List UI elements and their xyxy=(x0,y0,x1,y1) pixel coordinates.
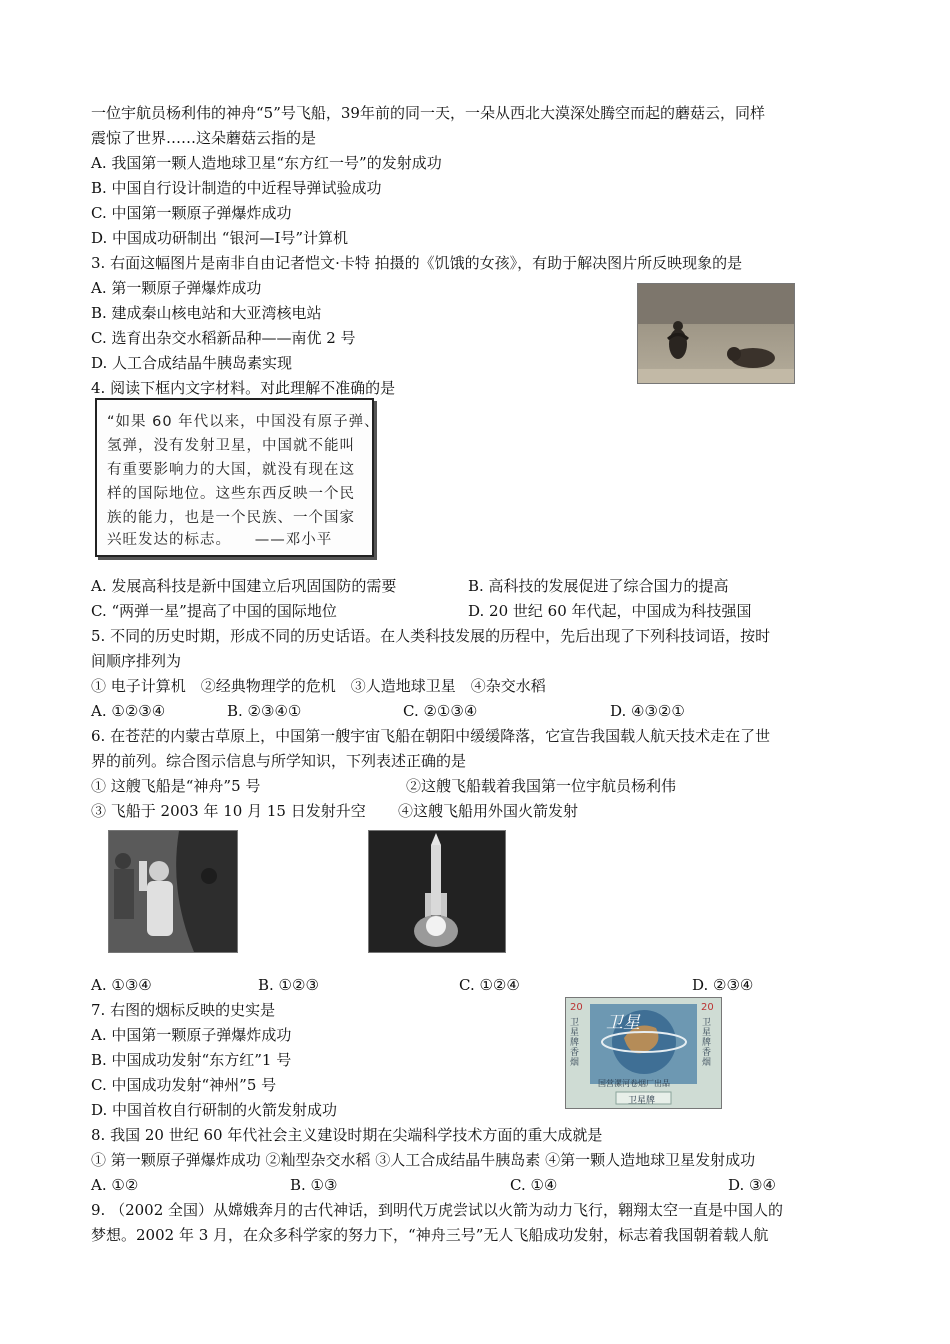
stamp-side-right: 卫星牌香烟 xyxy=(702,1018,712,1068)
option-a: A. 我国第一颗人造地球卫星“东方红一号”的发射成功 xyxy=(91,154,442,172)
stamp-label: 卫星牌 xyxy=(628,1096,656,1106)
option-b: B. ②③④① xyxy=(227,702,302,720)
stamp-side-left: 卫星牌香烟 xyxy=(570,1018,580,1068)
option-a: A. 发展高科技是新中国建立后巩固国防的需要 xyxy=(91,577,397,595)
option-d: D. ④③②① xyxy=(610,702,685,720)
option-a: A. 第一颗原子弹爆炸成功 xyxy=(91,279,262,297)
question-4: 4. 阅读下框内文字材料。对此理解不准确的是 xyxy=(91,379,396,397)
stamp-brand: 卫星 xyxy=(606,1013,640,1033)
stamp-maker: 国营漯河卷烟厂出品 xyxy=(598,1079,670,1088)
quote-line: 氢弹，没有发射卫星，中国就不能叫 xyxy=(107,438,355,454)
stamp-number-right: 20 xyxy=(701,1002,714,1013)
text-line: 震惊了世界……这朵蘑菇云指的是 xyxy=(91,129,317,147)
item-1: ① 这艘飞船是“神舟”5 号 xyxy=(91,777,261,795)
option-d: D. ③④ xyxy=(728,1176,776,1194)
option-b: B. 中国自行设计制造的中近程导弹试验成功 xyxy=(91,179,382,197)
option-c: C. 中国成功发射“神州”5 号 xyxy=(91,1076,277,1094)
items-line: ① 第一颗原子弹爆炸成功 ②籼型杂交水稻 ③人工合成结晶牛胰岛素 ④第一颗人造地球卫星发射成功 xyxy=(91,1151,756,1169)
starving-girl-photo xyxy=(637,283,795,384)
option-c: C. “两弹一星”提高了中国的国际地位 xyxy=(91,602,337,620)
option-b: B. 高科技的发展促进了综合国力的提高 xyxy=(468,577,729,595)
question-3: 3. 右面这幅图片是南非自由记者恺文·卡特 拍摄的《饥饿的女孩》，有助于解决图片所反映现象的是 xyxy=(91,254,743,272)
option-a: A. ①②③④ xyxy=(91,702,166,720)
option-c: C. ①②④ xyxy=(459,976,520,994)
option-d: D. 中国成功研制出 “银河—Ⅰ号”计算机 xyxy=(91,229,349,247)
item-4: ④这艘飞船用外国火箭发射 xyxy=(398,802,579,820)
option-c: C. ②①③④ xyxy=(403,702,478,720)
quote-line: 样的国际地位。这些东西反映一个民 xyxy=(107,486,355,502)
option-c: C. 中国第一颗原子弹爆炸成功 xyxy=(91,204,292,222)
stamp-number-left: 20 xyxy=(570,1002,583,1013)
option-b: B. 中国成功发射“东方红”1 号 xyxy=(91,1051,292,1069)
option-b: B. 建成秦山核电站和大亚湾核电站 xyxy=(91,304,322,322)
items-line: ① 电子计算机 ②经典物理学的危机 ③人造地球卫星 ④杂交水稻 xyxy=(91,677,546,695)
text-line: 间顺序排列为 xyxy=(91,652,182,670)
option-d: D. ②③④ xyxy=(692,976,754,994)
deng-xiaoping-quote-box xyxy=(95,398,380,557)
text-line: 梦想。2002 年 3 月，在众多科学家的努力下，“神舟三号”无人飞船成功发射，标志着我国朝着载人航 xyxy=(91,1226,769,1244)
question-9: 9. （2002 全国）从嫦娥奔月的古代神话，到明代万虎尝试以火箭为动力飞行，翱翔太空一直是中国人的 xyxy=(91,1201,784,1219)
question-8: 8. 我国 20 世纪 60 年代社会主义建设时期在尖端科学技术方面的重大成就是 xyxy=(91,1126,603,1144)
item-3: ③ 飞船于 2003 年 10 月 15 日发射升空 xyxy=(91,802,366,820)
option-d: D. 20 世纪 60 年代起，中国成为科技强国 xyxy=(468,602,752,620)
question-5: 5. 不同的历史时期，形成不同的历史话语。在人类科技发展的历程中，先后出现了下列科技词语，按时 xyxy=(91,627,771,645)
rocket-launch-photo xyxy=(368,830,506,953)
option-d: D. 中国首枚自行研制的火箭发射成功 xyxy=(91,1101,338,1119)
option-c: C. 选育出杂交水稻新品种——南优 2 号 xyxy=(91,329,356,347)
text-line: 界的前列。综合图示信息与所学知识，下列表述正确的是 xyxy=(91,752,467,770)
option-a: A. ①② xyxy=(91,1176,139,1194)
option-b: B. ①②③ xyxy=(258,976,319,994)
astronaut-photo xyxy=(108,830,238,953)
question-7: 7. 右图的烟标反映的史实是 xyxy=(91,1001,276,1019)
quote-line: 有重要影响力的大国，就没有现在这 xyxy=(107,462,355,478)
quote-line: 兴旺发达的标志。 ——邓小平 xyxy=(107,532,333,548)
option-b: B. ①③ xyxy=(290,1176,338,1194)
cigarette-label-image xyxy=(565,997,722,1109)
option-c: C. ①④ xyxy=(510,1176,558,1194)
item-2: ②这艘飞船载着我国第一位宇航员杨利伟 xyxy=(406,777,677,795)
option-a: A. ①③④ xyxy=(91,976,152,994)
option-a: A. 中国第一颗原子弹爆炸成功 xyxy=(91,1026,292,1044)
question-6: 6. 在苍茫的内蒙古草原上，中国第一艘宇宙飞船在朝阳中缓缓降落，它宣告我国载人航天技术走在了世 xyxy=(91,727,771,745)
quote-line: “如果 60 年代以来，中国没有原子弹、 xyxy=(107,414,380,430)
option-d: D. 人工合成结晶牛胰岛素实现 xyxy=(91,354,293,372)
quote-line: 族的能力，也是一个民族、一个国家 xyxy=(107,510,355,526)
text-line: 一位宇航员杨利伟的神舟“5”号飞船，39年前的同一天，一朵从西北大漠深处腾空而起的蘑菇云，同样 xyxy=(91,104,765,122)
